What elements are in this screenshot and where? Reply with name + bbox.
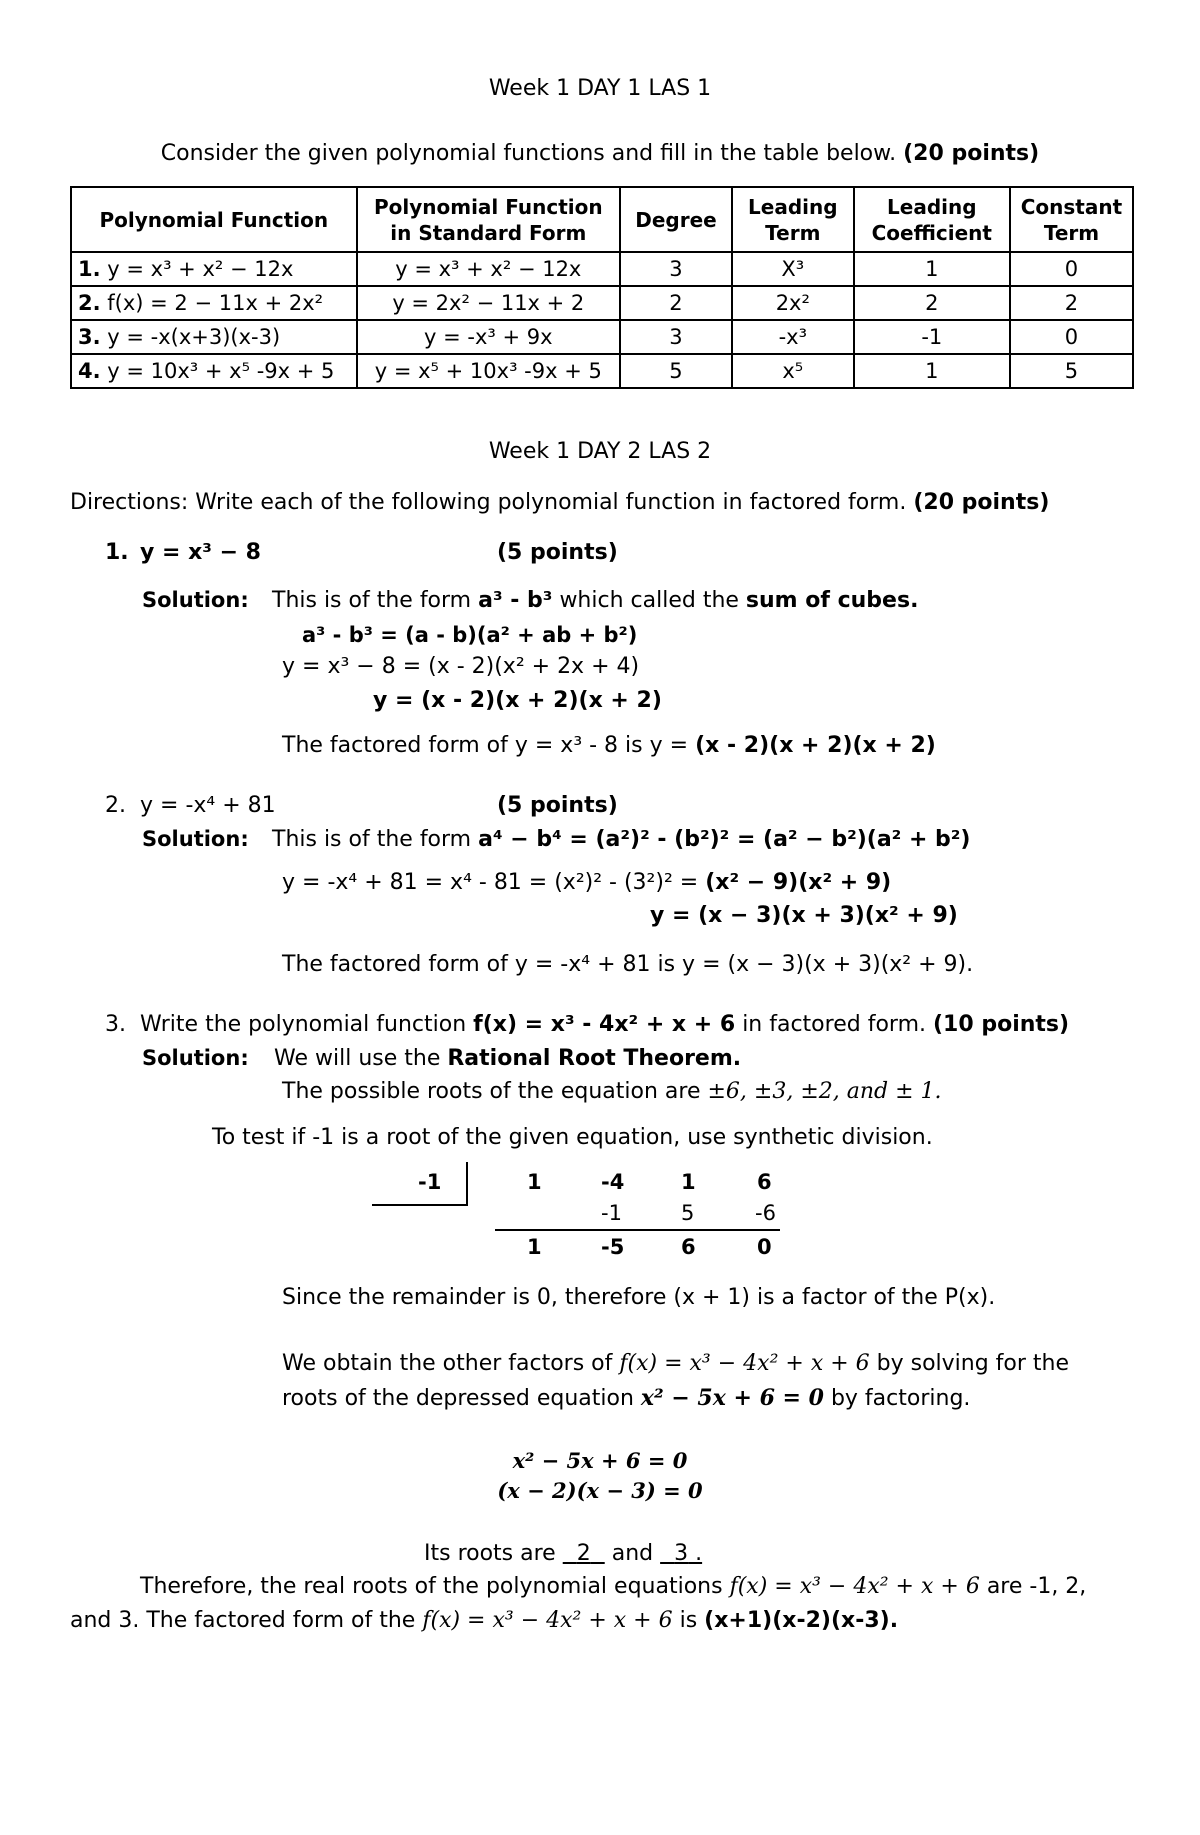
p2-conclusion: The factored form of y = -x⁴ + 81 is y = (x − 3)(x + 3)(x² + 9). [282,952,974,977]
p2-step2: y = (x − 3)(x + 3)(x² + 9) [650,903,958,928]
p3-solution-label: Solution: [142,1046,249,1070]
table-cell: y = x⁵ + 10x³ -9x + 5 [357,354,620,388]
p1-solution-line [272,588,918,613]
p3-final [70,1608,898,1633]
p3-theorem: Rational Root Theorem. [447,1046,742,1071]
p3-roots-line [424,1541,702,1566]
row-number: 2. [78,291,101,315]
las1-instruction [0,141,1200,166]
p3-sol-text: We will use the [274,1046,441,1071]
p2-step1-answer: (x² − 9)(x² + 9) [705,870,892,895]
table-cell [71,252,357,286]
table-row [71,320,1133,354]
synthetic-cell: 1 [527,1170,542,1194]
table-cell [71,286,357,320]
table-header: Constant Term [1010,187,1133,252]
p3-roots-and: and [611,1541,654,1566]
synthetic-cell: -1 [601,1201,622,1225]
p1-conclusion-text: The factored form of y = x³ - 8 is y = [282,733,689,758]
synthetic-cell: 1 [681,1170,696,1194]
row-function: f(x) = 2 − 11x + 2x² [107,291,324,315]
table-cell: 2 [1010,286,1133,320]
p3-therefore-function: f(x) = x³ − 4x² + x + 6 [729,1574,980,1599]
p3-therefore-post: are -1, 2, [986,1574,1087,1599]
synthetic-cell: -4 [601,1170,625,1194]
p3-depressed [282,1385,970,1411]
p3-therefore-text: Therefore, the real roots of the polynomial equations [140,1574,723,1599]
table-cell: y = x³ + x² − 12x [357,252,620,286]
p2-equation: y = -x⁴ + 81 [140,793,276,818]
table-cell: 3 [620,320,732,354]
las1-points: (20 points) [903,141,1040,166]
p3-roots-text: Its roots are [424,1541,556,1566]
p1-equation: y = x³ − 8 [140,540,261,565]
synthetic-vertical-line [466,1162,468,1204]
p3-other-factors [282,1351,1069,1376]
p1-form: a³ - b³ [478,588,553,613]
p3-question-function: f(x) = x³ - 4x² + x + 6 [473,1012,736,1037]
p2-number: 2. [105,793,126,818]
p3-root-1 [563,1541,605,1566]
las2-directions [70,490,1049,515]
p2-step1-text: y = -x⁴ + 81 = x⁴ - 81 = (x²)² - (3²)² = [282,870,699,895]
synthetic-cell: -5 [601,1235,625,1259]
synthetic-divisor: -1 [418,1170,442,1194]
p3-possible-text: The possible roots of the equation are [282,1079,701,1104]
polynomial-table [70,186,1134,389]
table-cell: 0 [1010,252,1133,286]
root-2-value: 3 [674,1541,689,1566]
table-cell: 2 [620,286,732,320]
p3-therefore [140,1574,1086,1599]
table-row [71,252,1133,286]
p3-eq2: (x − 2)(x − 3) = 0 [497,1478,703,1503]
table-cell: y = 2x² − 11x + 2 [357,286,620,320]
p3-other-function: f(x) = x³ − 4x² + x + 6 [619,1351,870,1376]
row-number: 4. [78,359,101,383]
root-1-value: 2 [576,1541,591,1566]
p3-question-text: Write the polynomial function [140,1012,467,1037]
p3-final-text: and 3. The factored form of the [70,1608,416,1633]
table-cell: 5 [1010,354,1133,388]
table-cell [71,320,357,354]
las2-points: (20 points) [913,490,1050,515]
table-cell [71,354,357,388]
table-header: Leading Coefficient [854,187,1010,252]
synthetic-cell: 5 [681,1201,695,1225]
table-cell: 5 [620,354,732,388]
synthetic-cell: 1 [527,1235,542,1259]
table-cell: 3 [620,252,732,286]
p2-sol-text: This is of the form [272,827,472,852]
p3-question-post: in factored form. [742,1012,926,1037]
las1-title: Week 1 DAY 1 LAS 1 [488,76,712,101]
p3-final-is: is [679,1608,698,1633]
table-cell: x⁵ [732,354,854,388]
table-row [71,354,1133,388]
synthetic-under-line [372,1204,468,1206]
p1-step1: y = x³ − 8 = (x - 2)(x² + 2x + 4) [282,654,640,679]
row-number: 1. [78,257,101,281]
p2-solution-label: Solution: [142,827,249,851]
row-number: 3. [78,325,101,349]
table-cell: X³ [732,252,854,286]
p3-depressed-equation: x² − 5x + 6 = 0 [640,1385,824,1411]
p3-possible-roots [282,1079,942,1104]
p1-solution-label: Solution: [142,588,249,612]
p3-root-2: 3 . [674,1541,703,1566]
p3-remainder-text: Since the remainder is 0, therefore (x + 1) is a factor of the P(x). [282,1285,996,1310]
table-cell: -x³ [732,320,854,354]
p3-question [140,1012,1069,1037]
table-row [71,286,1133,320]
table-header: Polynomial Function in Standard Form [357,187,620,252]
synthetic-cell: -6 [755,1201,776,1225]
las2-directions-text: Directions: Write each of the following polynomial function in factored form. [70,490,907,515]
p1-sol-text: This is of the form [272,588,472,613]
p3-depressed-text: roots of the depressed equation [282,1386,634,1411]
p3-depressed-post: by factoring. [830,1386,971,1411]
p1-number: 1. [105,540,129,565]
row-function: y = -x(x+3)(x-3) [107,325,281,349]
table-cell: 1 [854,354,1010,388]
row-function: y = x³ + x² − 12x [107,257,294,281]
table-header: Polynomial Function [71,187,357,252]
synthetic-cell: 6 [757,1170,772,1194]
p1-sol-text2: which called the [559,588,739,613]
p2-form: a⁴ − b⁴ = (a²)² - (b²)² = (a² − b²)(a² + b²) [478,827,971,852]
row-function: y = 10x³ + x⁵ -9x + 5 [107,359,335,383]
p1-conclusion-answer: (x - 2)(x + 2)(x + 2) [695,733,936,758]
table-cell: 0 [1010,320,1133,354]
p3-final-function: f(x) = x³ − 4x² + x + 6 [422,1608,673,1633]
synthetic-cell: 6 [681,1235,696,1259]
p1-points: (5 points) [497,540,618,565]
p1-identity: a³ - b³ = (a - b)(a² + ab + b²) [302,623,638,647]
p2-points: (5 points) [497,793,618,818]
las2-title: Week 1 DAY 2 LAS 2 [488,439,712,464]
table-header-row [71,187,1133,252]
p3-solution-line [274,1046,741,1071]
table-cell: 2 [854,286,1010,320]
p3-final-answer: (x+1)(x-2)(x-3). [704,1608,899,1633]
table-cell: 1 [854,252,1010,286]
table-cell: 2x² [732,286,854,320]
p3-eq1: x² − 5x + 6 = 0 [512,1448,688,1473]
p1-conclusion [282,733,936,758]
table-cell: -1 [854,320,1010,354]
p3-other-text: We obtain the other factors of [282,1351,613,1376]
table-header: Leading Term [732,187,854,252]
synthetic-sum-line [495,1229,780,1231]
p3-possible-values: ±6, ±3, ±2, and ± 1. [707,1079,942,1104]
p3-test-text: To test if -1 is a root of the given equation, use synthetic division. [212,1125,933,1150]
table-cell: y = -x³ + 9x [357,320,620,354]
las1-instruction-text: Consider the given polynomial functions and fill in the table below. [160,141,897,166]
p3-other-post: by solving for the [876,1351,1070,1376]
p1-sum-of-cubes: sum of cubes. [745,588,919,613]
p3-number: 3. [105,1012,126,1037]
table-header: Degree [620,187,732,252]
p3-points: (10 points) [933,1012,1070,1037]
p1-step2: y = (x - 2)(x + 2)(x + 2) [373,688,662,713]
p2-step1 [282,870,891,895]
p2-solution-line [272,827,971,852]
synthetic-cell: 0 [757,1235,772,1259]
